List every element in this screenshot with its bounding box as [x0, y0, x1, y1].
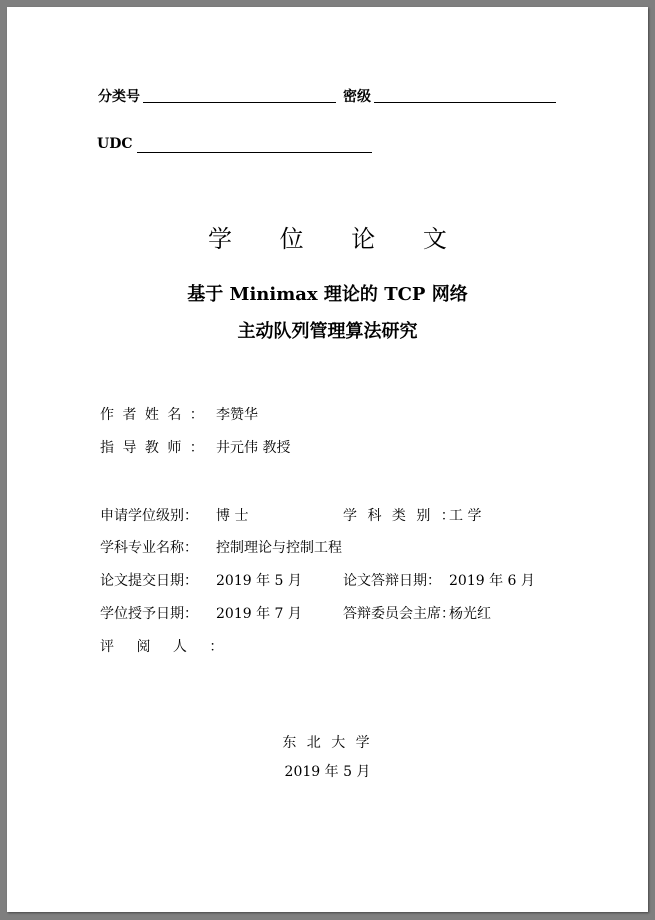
advisor-label: 指 导 教 师 ：	[100, 440, 206, 456]
award-date-label: 学位授予日期：	[100, 606, 198, 622]
classification-blank	[143, 102, 336, 103]
committee-chair-label: 答辩委员会主席：	[343, 606, 455, 622]
degree-level-value: 博 士	[216, 508, 249, 524]
document-date: 2019 年 5 月	[284, 764, 371, 780]
document-title: 学 位 论 文	[208, 225, 467, 253]
secret-level-label: 密级	[343, 89, 371, 105]
submit-date-label: 论文提交日期：	[100, 573, 198, 589]
thesis-title-line2: 主动队列管理算法研究	[237, 321, 418, 342]
thesis-title-line1: 基于 Minimax 理论的 TCP 网络	[187, 284, 468, 305]
discipline-value: 工 学	[449, 508, 482, 524]
major-value: 控制理论与控制工程	[216, 540, 342, 556]
submit-date-value: 2019 年 5 月	[216, 573, 302, 589]
degree-level-label: 申请学位级别：	[100, 508, 198, 524]
author-value: 李赞华	[216, 407, 258, 423]
discipline-label: 学 科 类 别 ：	[343, 508, 458, 524]
university-name: 东 北 大 学	[282, 735, 373, 751]
secret-level-blank	[374, 102, 556, 103]
defense-date-value: 2019 年 6 月	[449, 573, 535, 589]
advisor-value: 井元伟 教授	[216, 440, 291, 456]
classification-label: 分类号	[98, 89, 140, 105]
award-date-value: 2019 年 7 月	[216, 606, 302, 622]
udc-label: UDC	[97, 136, 133, 152]
committee-chair-value: 杨光红	[449, 606, 491, 622]
defense-date-label: 论文答辩日期：	[343, 573, 441, 589]
document-page	[7, 7, 648, 912]
reviewer-label: 评 阅 人 ：	[100, 639, 233, 655]
author-label: 作 者 姓 名 ：	[100, 407, 206, 423]
major-label: 学科专业名称：	[100, 540, 198, 556]
udc-blank	[137, 152, 372, 153]
